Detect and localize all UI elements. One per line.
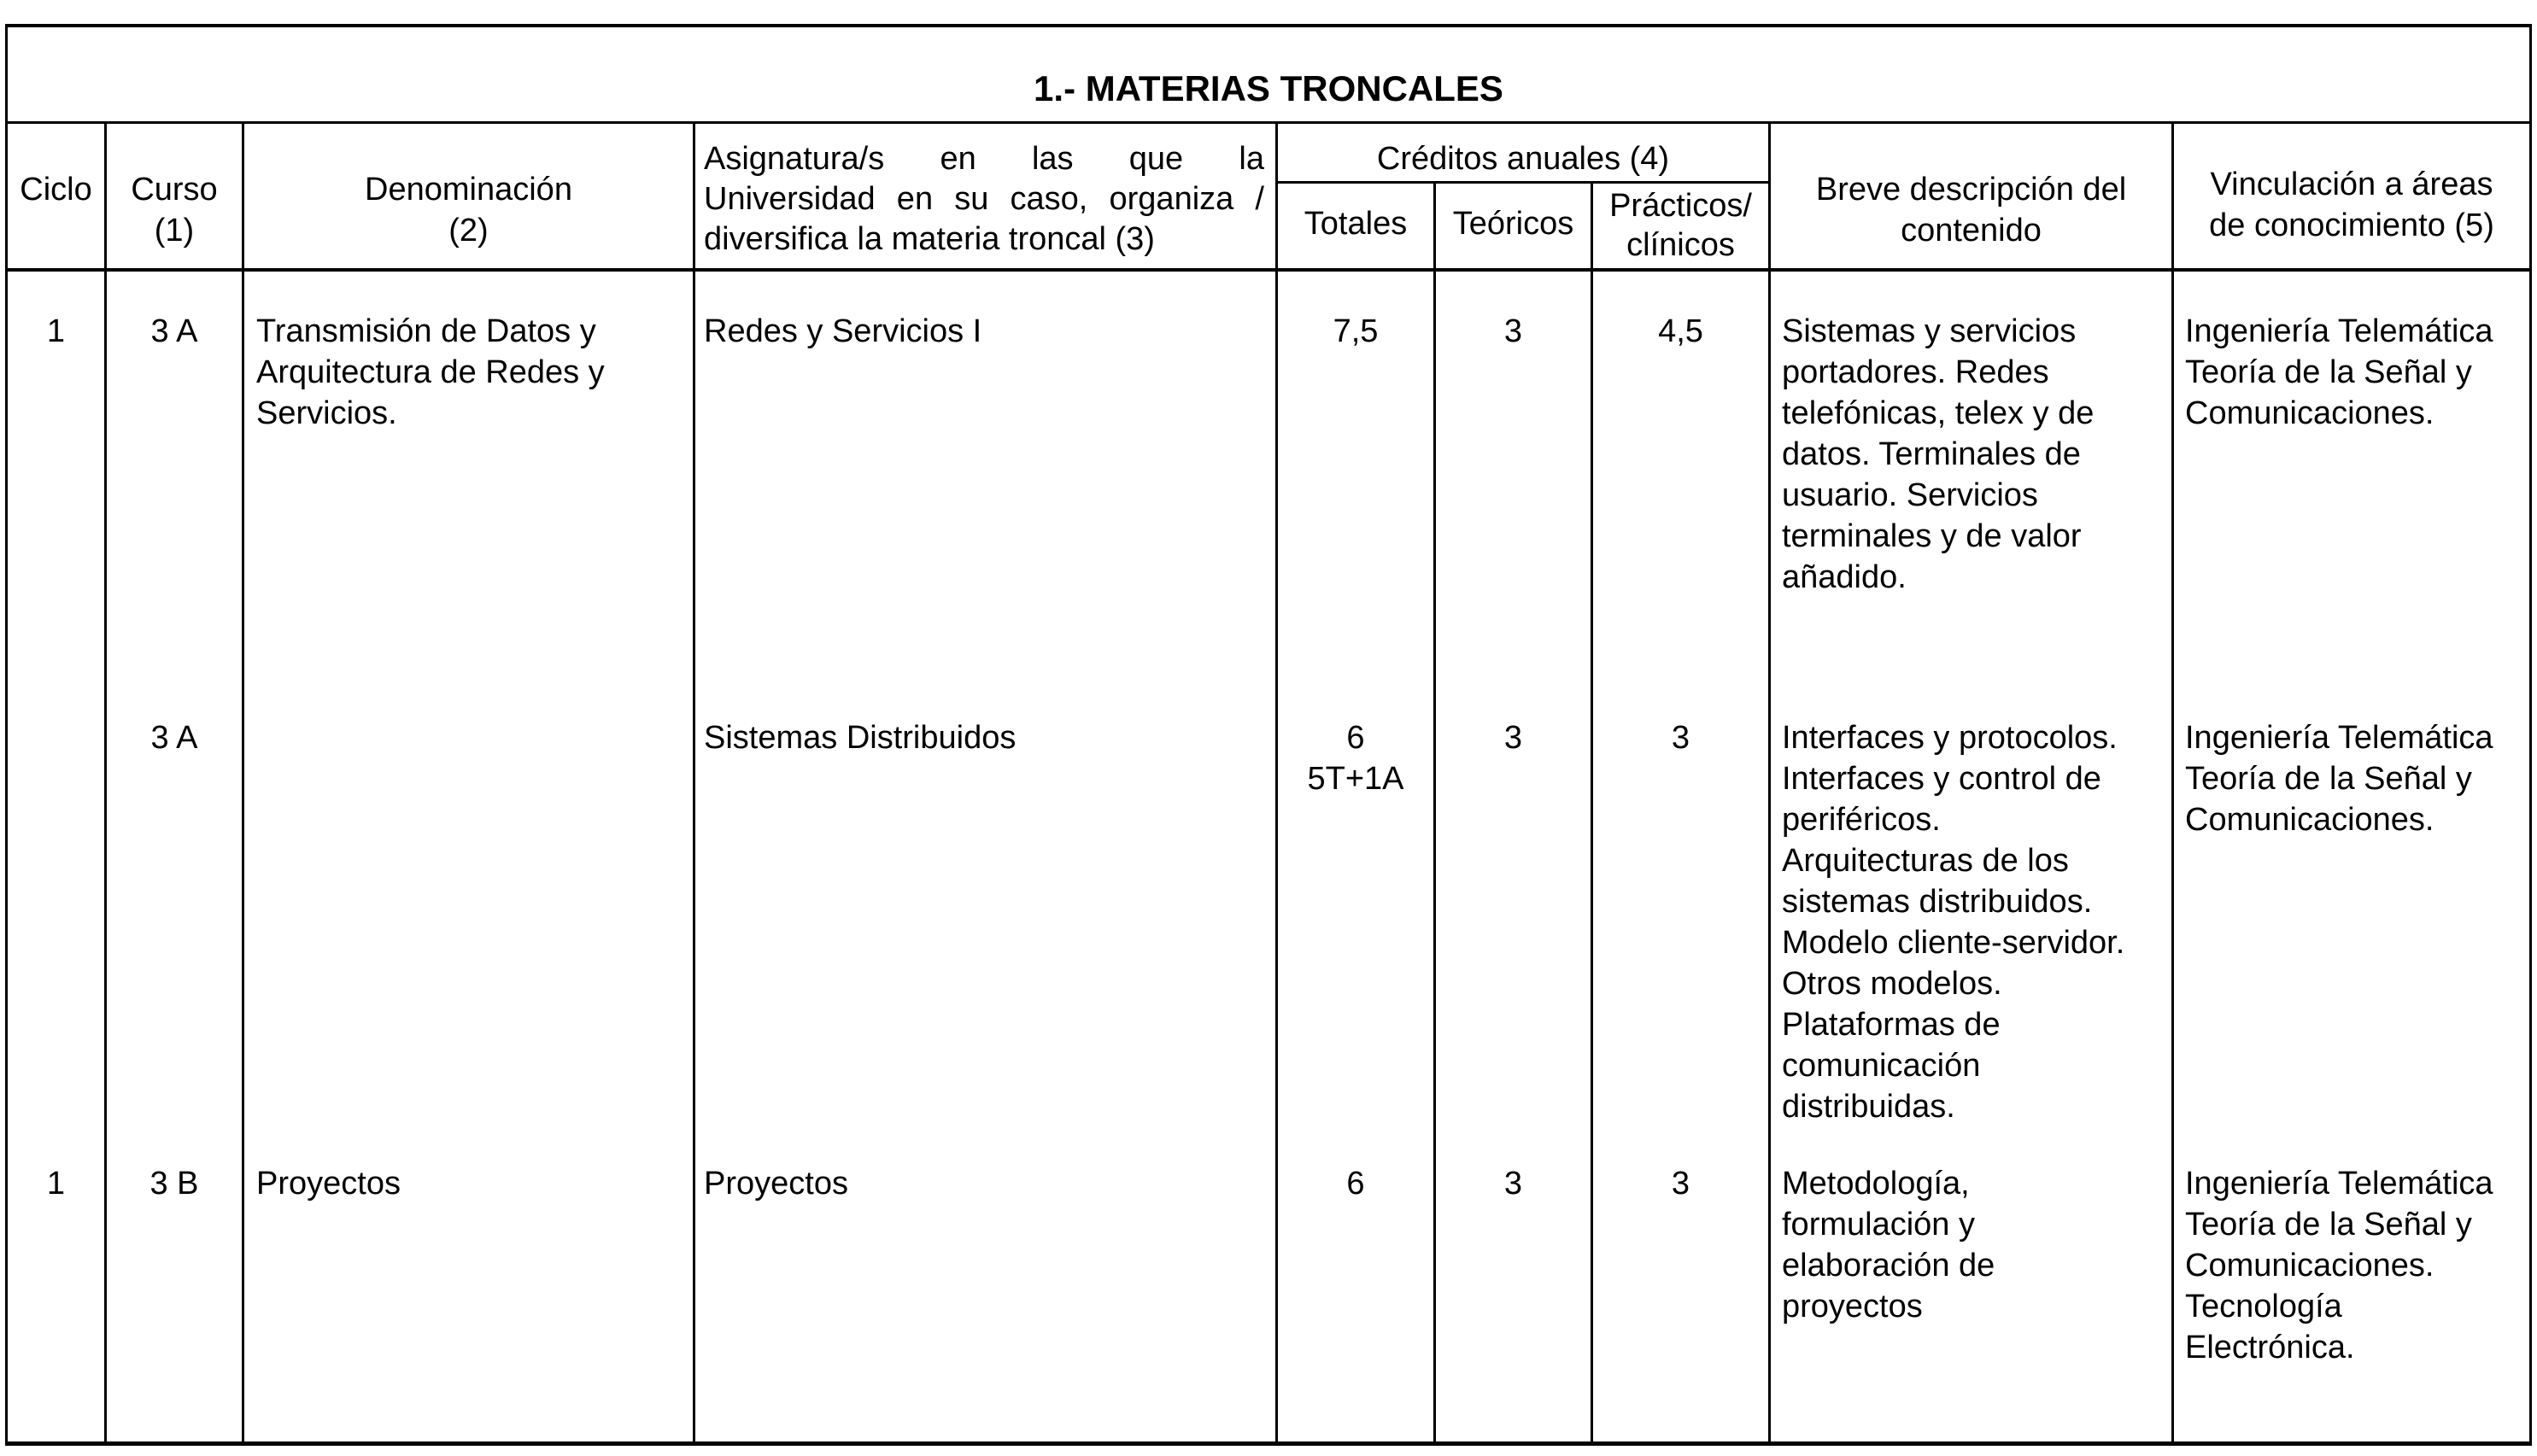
- row1-denominacion: Transmisión de Datos y Arquitectura de Redes y Servicios.: [256, 313, 605, 431]
- header-creditos: Créditos anuales (4): [1376, 141, 1670, 177]
- row2-teoricos: 3: [1503, 720, 1523, 756]
- row3-ciclo: 1: [46, 1166, 66, 1202]
- table-top-border: [5, 24, 2532, 27]
- row1-vinculacion: Ingeniería Telemática Teoría de la Señal y Comunicaciones.: [2185, 313, 2493, 431]
- right-border: [2529, 24, 2532, 1446]
- row1-totales: 7,5: [1333, 313, 1379, 349]
- row3-totales: 6: [1346, 1166, 1365, 1202]
- materias-troncales-table: [5, 24, 2532, 1447]
- header-asignatura-line1: Asignatura/s en las que la: [704, 141, 1264, 177]
- row1-practicos: 4,5: [1658, 313, 1703, 349]
- col-divider-curso: [242, 121, 244, 1446]
- row1-descripcion: Sistemas y servicios portadores. Redes telefónicas, telex y de datos. Terminales de usuario. Servicios terminales y de valor añadido.: [1782, 313, 2095, 595]
- row3-teoricos: 3: [1503, 1166, 1523, 1202]
- row3-curso: 3 B: [149, 1166, 199, 1202]
- row1-teoricos: 3: [1503, 313, 1523, 349]
- row3-asignatura: Proyectos: [704, 1166, 848, 1202]
- header-vinculacion: Vinculación a áreas de conocimiento (5): [2209, 167, 2494, 243]
- row1-curso: 3 A: [150, 313, 198, 349]
- row3-vinculacion: Ingeniería Telemática Teoría de la Señal y Comunicaciones. Tecnología Electrónica.: [2185, 1166, 2493, 1365]
- header-ciclo: Ciclo: [20, 172, 92, 208]
- row1-asignatura: Redes y Servicios I: [704, 313, 982, 349]
- row2-curso: 3 A: [150, 720, 198, 756]
- creditos-divider-rule: [1275, 181, 1771, 184]
- col-divider-practicos: [1768, 121, 1771, 1446]
- row3-descripcion: Metodología, formulación y elaboración de proyectos: [1782, 1166, 1995, 1324]
- header-asignatura-line2: Universidad en su caso, organiza /: [704, 181, 1264, 217]
- header-bottom-rule: [5, 268, 2532, 272]
- row2-practicos: 3: [1671, 720, 1690, 756]
- title-bottom-rule: [5, 121, 2532, 124]
- header-asignatura-line3: diversifica la materia troncal (3): [704, 221, 1155, 257]
- row1-ciclo: 1: [46, 313, 66, 349]
- header-totales: Totales: [1304, 206, 1408, 242]
- header-denominacion: Denominación (2): [365, 172, 572, 249]
- row3-practicos: 3: [1671, 1166, 1690, 1202]
- section-title: 1.- MATERIAS TRONCALES: [1034, 68, 1503, 108]
- row2-vinculacion: Ingeniería Telemática Teoría de la Señal y Comunicaciones.: [2185, 720, 2493, 838]
- row2-asignatura: Sistemas Distribuidos: [704, 720, 1017, 756]
- table-bottom-border: [5, 1441, 2532, 1446]
- col-divider-teoricos: [1591, 181, 1593, 1446]
- row3-denominacion: Proyectos: [256, 1166, 401, 1202]
- row2-descripcion: Interfaces y protocolos. Interfaces y control de periféricos. Arquitecturas de los sistemas distribuidos. Modelo cliente-servidor. Otros modelos. Plataformas de comunicación distribuidas.: [1782, 720, 2125, 1125]
- col-divider-denominacion: [693, 121, 695, 1446]
- row2-totales: 6 5T+1A: [1307, 720, 1404, 797]
- header-descripcion: Breve descripción del contenido: [1815, 172, 2127, 249]
- header-practicos: Prácticos/ clínicos: [1609, 188, 1752, 263]
- left-border: [5, 24, 8, 1446]
- col-divider-totales: [1433, 181, 1436, 1446]
- col-divider-descripcion: [2171, 121, 2174, 1446]
- header-teoricos: Teóricos: [1452, 206, 1574, 242]
- header-curso: Curso (1): [131, 172, 218, 249]
